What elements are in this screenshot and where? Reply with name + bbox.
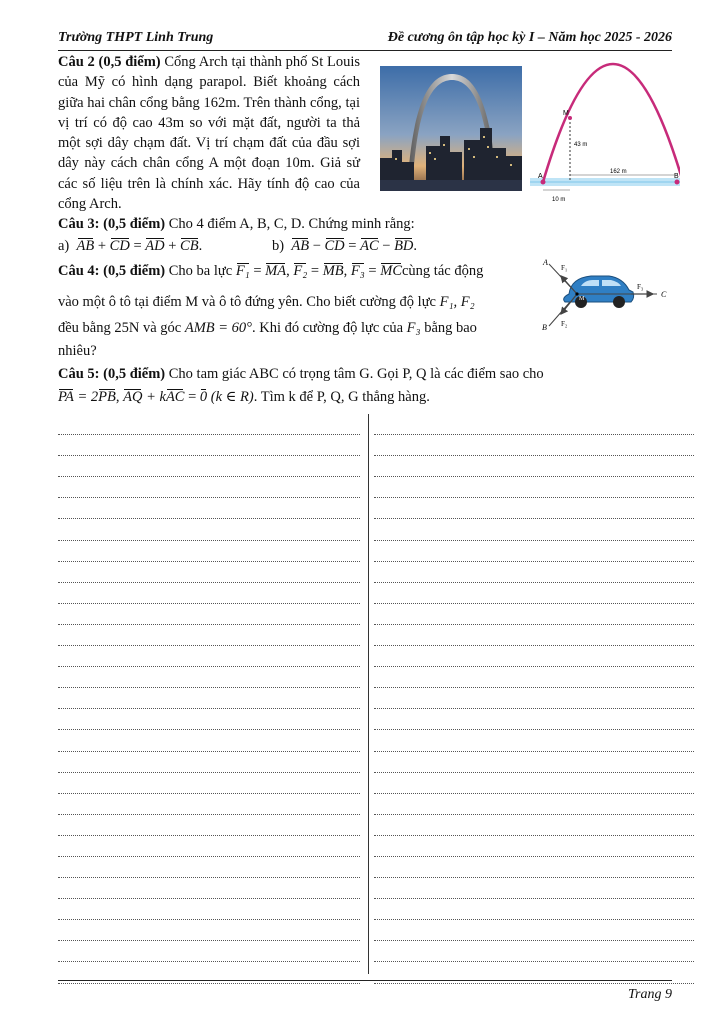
answer-line[interactable]: [374, 541, 694, 562]
question-4-line-4: nhiêu?: [58, 343, 97, 359]
arch-parabola-diagram: [530, 56, 680, 206]
label-m: M: [579, 296, 585, 302]
answer-line[interactable]: [374, 773, 694, 794]
question-4-text: cùng tác động: [401, 263, 484, 279]
answer-line[interactable]: [58, 519, 360, 540]
answer-line[interactable]: [58, 752, 360, 773]
question-5-line-2: [58, 389, 430, 406]
label-b: B: [674, 173, 679, 180]
vector: MC: [380, 263, 402, 279]
question-4-text: . Khi đó cường độ lực của: [251, 320, 407, 336]
answer-line[interactable]: [374, 752, 694, 773]
page-footer: [58, 980, 672, 1002]
operator: =: [307, 263, 323, 279]
forces-f1-f2: F₁, F₂: [439, 294, 475, 310]
label-f3: F₃: [637, 283, 644, 291]
answer-line[interactable]: [58, 941, 360, 962]
answer-line[interactable]: [374, 857, 694, 878]
answer-line[interactable]: [374, 562, 694, 583]
answer-line[interactable]: [58, 414, 360, 435]
vector: CD: [109, 238, 130, 254]
answer-line[interactable]: [58, 857, 360, 878]
question-3-text: Cho 4 điểm A, B, C, D. Chứng minh rằng:: [165, 216, 415, 232]
question-4-text: đều bằng 25N và góc: [58, 320, 185, 336]
answer-column-left[interactable]: [58, 414, 360, 974]
label-m: M: [563, 110, 569, 117]
operator: +: [94, 238, 110, 254]
answer-line[interactable]: [58, 688, 360, 709]
vector: AQ: [123, 389, 143, 405]
answer-line[interactable]: [374, 414, 694, 435]
operator: =: [129, 238, 146, 254]
label-c: C: [661, 290, 667, 299]
point-b: [675, 180, 680, 185]
item-b-label: b): [272, 238, 285, 254]
operator: +: [164, 238, 181, 254]
answer-line[interactable]: [374, 730, 694, 751]
answer-line[interactable]: [58, 604, 360, 625]
answer-line[interactable]: [374, 878, 694, 899]
question-5-label: Câu 5: (0,5 điểm): [58, 366, 166, 382]
label-span: 162 m: [610, 169, 627, 175]
river: [380, 180, 522, 191]
separator: ,: [115, 389, 124, 405]
question-4-text: bằng bao: [420, 320, 477, 336]
answer-column-right[interactable]: [374, 414, 694, 974]
answer-line[interactable]: [374, 646, 694, 667]
vector: BD: [394, 238, 414, 254]
question-5-text: Cho tam giác ABC có trọng tâm G. Gọi P, Q là các điểm sao cho: [165, 366, 544, 382]
parabola-curve: [543, 64, 680, 182]
car-forces-diagram: [535, 256, 675, 332]
operator: = 2: [73, 389, 99, 405]
operator: =: [184, 389, 200, 405]
answer-line[interactable]: [374, 477, 694, 498]
label-offset: 10 m: [552, 197, 566, 203]
question-3: [58, 216, 415, 233]
operator: −: [378, 238, 395, 254]
label-a: A: [538, 173, 543, 180]
angle-amb: AMB = 60°: [184, 320, 252, 336]
operator: + k: [142, 389, 166, 405]
question-4-line-2: [58, 294, 475, 311]
question-3-label: Câu 3: (0,5 điểm): [58, 216, 166, 232]
question-3a: [58, 238, 202, 255]
question-2: [58, 52, 360, 214]
operator: =: [364, 263, 381, 279]
separator: ,: [286, 263, 294, 279]
page-header: [58, 30, 672, 51]
question-2-label: Câu 2 (0,5 điểm): [58, 54, 161, 70]
vector: AD: [145, 238, 165, 254]
point-a: [541, 180, 546, 185]
answer-line[interactable]: [374, 794, 694, 815]
vector: F₂: [293, 263, 308, 279]
answer-line[interactable]: [58, 435, 360, 456]
answer-line[interactable]: [374, 667, 694, 688]
operator: −: [309, 238, 325, 254]
car-wheel-rear: [613, 296, 625, 308]
answer-line[interactable]: [58, 498, 360, 519]
question-4-text: vào một ô tô tại điểm M và ô tô đứng yên. Cho biết cường độ lực: [58, 294, 440, 310]
page-number: Trang 9: [628, 987, 672, 1002]
answer-line[interactable]: [374, 625, 694, 646]
operator: =: [249, 263, 266, 279]
label-height: 43 m: [574, 142, 588, 148]
school-name: Trường THPT Linh Trung: [58, 30, 214, 45]
answer-line[interactable]: [374, 498, 694, 519]
answer-line[interactable]: [374, 519, 694, 540]
question-4-label: Câu 4: (0,5 điểm): [58, 263, 166, 279]
answer-line[interactable]: [374, 456, 694, 477]
vector: CB: [180, 238, 199, 254]
question-2-text: Cổng Arch tại thành phố St Louis của Mỹ có hình dạng parapol. Biết khoảng cách giữa hai chân cổng bằng 162m. Trên thành cổng, tại vị trí có độ cao 43m so với mặt đất, người ta thả một sợi dây chạm đất. Vị trí chạm đất của đầu sợi dây này cách chân cổng A một đoạn 10m. Giả sử các số liệu trên là chính xác. Hãy tính độ cao của cổng Arch.: [58, 54, 360, 213]
vector: F₁: [235, 263, 250, 279]
answer-line[interactable]: [58, 667, 360, 688]
label-a: A: [543, 258, 548, 267]
answer-line[interactable]: [374, 709, 694, 730]
column-divider: [368, 414, 369, 974]
answer-line[interactable]: [374, 815, 694, 836]
label-f1: F₁: [561, 264, 568, 272]
answer-line[interactable]: [58, 815, 360, 836]
question-4-line-1: [58, 263, 483, 280]
question-3b: [272, 238, 417, 255]
answer-line[interactable]: [58, 794, 360, 815]
vector: AC: [360, 238, 379, 254]
answer-line[interactable]: [58, 920, 360, 941]
question-5-line-1: [58, 366, 544, 383]
vector: PA: [58, 389, 74, 405]
vector: PB: [98, 389, 116, 405]
gateway-arch-photo: [380, 66, 522, 191]
answer-line[interactable]: [58, 836, 360, 857]
answer-line[interactable]: [58, 773, 360, 794]
answer-line[interactable]: [374, 920, 694, 941]
answer-line[interactable]: [374, 941, 694, 962]
question-5-text: . Tìm k để P, Q, G thẳng hàng.: [253, 389, 430, 405]
answer-line[interactable]: [374, 688, 694, 709]
vector: AB: [76, 238, 95, 254]
vector: MA: [265, 263, 287, 279]
answer-line[interactable]: [58, 899, 360, 920]
item-a-label: a): [58, 238, 70, 254]
label-f2: F₂: [561, 320, 568, 328]
answer-line[interactable]: [58, 709, 360, 730]
answer-line[interactable]: [58, 477, 360, 498]
answer-line[interactable]: [58, 646, 360, 667]
punctuation: .: [413, 238, 418, 254]
punctuation: .: [198, 238, 203, 254]
answer-line[interactable]: [374, 583, 694, 604]
answer-line[interactable]: [58, 878, 360, 899]
answer-line[interactable]: [58, 730, 360, 751]
force-f3: F₃: [406, 320, 421, 336]
document-title: Đề cương ôn tập học kỳ I – Năm học 2025 - 2026: [387, 30, 672, 45]
answer-line[interactable]: [374, 836, 694, 857]
vector: CD: [324, 238, 345, 254]
vector: F₃: [350, 263, 365, 279]
vector: AB: [291, 238, 310, 254]
answer-line[interactable]: [58, 583, 360, 604]
answer-line[interactable]: [58, 541, 360, 562]
question-4-text: Cho ba lực: [165, 263, 236, 279]
answer-line[interactable]: [58, 625, 360, 646]
answer-line[interactable]: [374, 604, 694, 625]
answer-line[interactable]: [58, 562, 360, 583]
label-b: B: [542, 323, 547, 332]
vector: MB: [322, 263, 344, 279]
answer-line[interactable]: [374, 899, 694, 920]
operator: =: [344, 238, 361, 254]
vector: 0: [199, 389, 208, 405]
vector: AC: [165, 389, 185, 405]
answer-line[interactable]: [374, 435, 694, 456]
answer-line[interactable]: [58, 456, 360, 477]
condition: (k ∈ R): [207, 389, 254, 405]
question-4-line-3: [58, 320, 477, 337]
separator: ,: [343, 263, 351, 279]
